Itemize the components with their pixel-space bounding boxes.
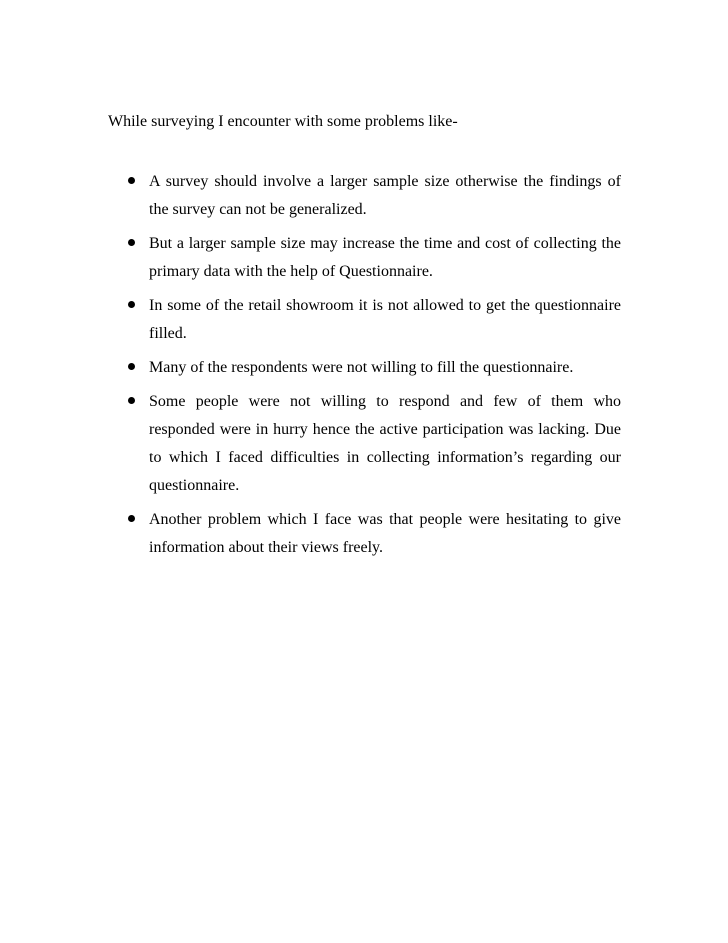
list-item-text: Many of the respondents were not willing to fill the questionnaire. [149,359,574,376]
list-item-text: But a larger sample size may increase the time and cost of collecting the primary data with the help of Questionnaire. [149,235,621,280]
list-item-text: Another problem which I face was that people were hesitating to give information about their views freely. [149,511,621,556]
list-item [0,354,621,382]
list-item [0,168,621,224]
list-item [0,230,621,286]
list-item [0,388,621,500]
bullet-icon [128,363,135,370]
list-item [0,292,621,348]
list-item-text: Some people were not willing to respond and few of them who responded were in hurry hence the active participation was lacking. Due to which I faced difficulties in collecting information’s regarding our questionnaire. [149,393,621,494]
list-item [0,506,621,562]
bullet-icon [128,239,135,246]
bullet-icon [128,177,135,184]
bullet-icon [128,515,135,522]
bullet-icon [128,397,135,404]
intro-paragraph: While surveying I encounter with some problems like- [108,113,458,130]
problems-list [0,168,621,568]
list-item-text: A survey should involve a larger sample size otherwise the findings of the survey can not be generalized. [149,173,621,218]
bullet-icon [128,301,135,308]
list-item-text: In some of the retail showroom it is not allowed to get the questionnaire filled. [149,297,621,342]
